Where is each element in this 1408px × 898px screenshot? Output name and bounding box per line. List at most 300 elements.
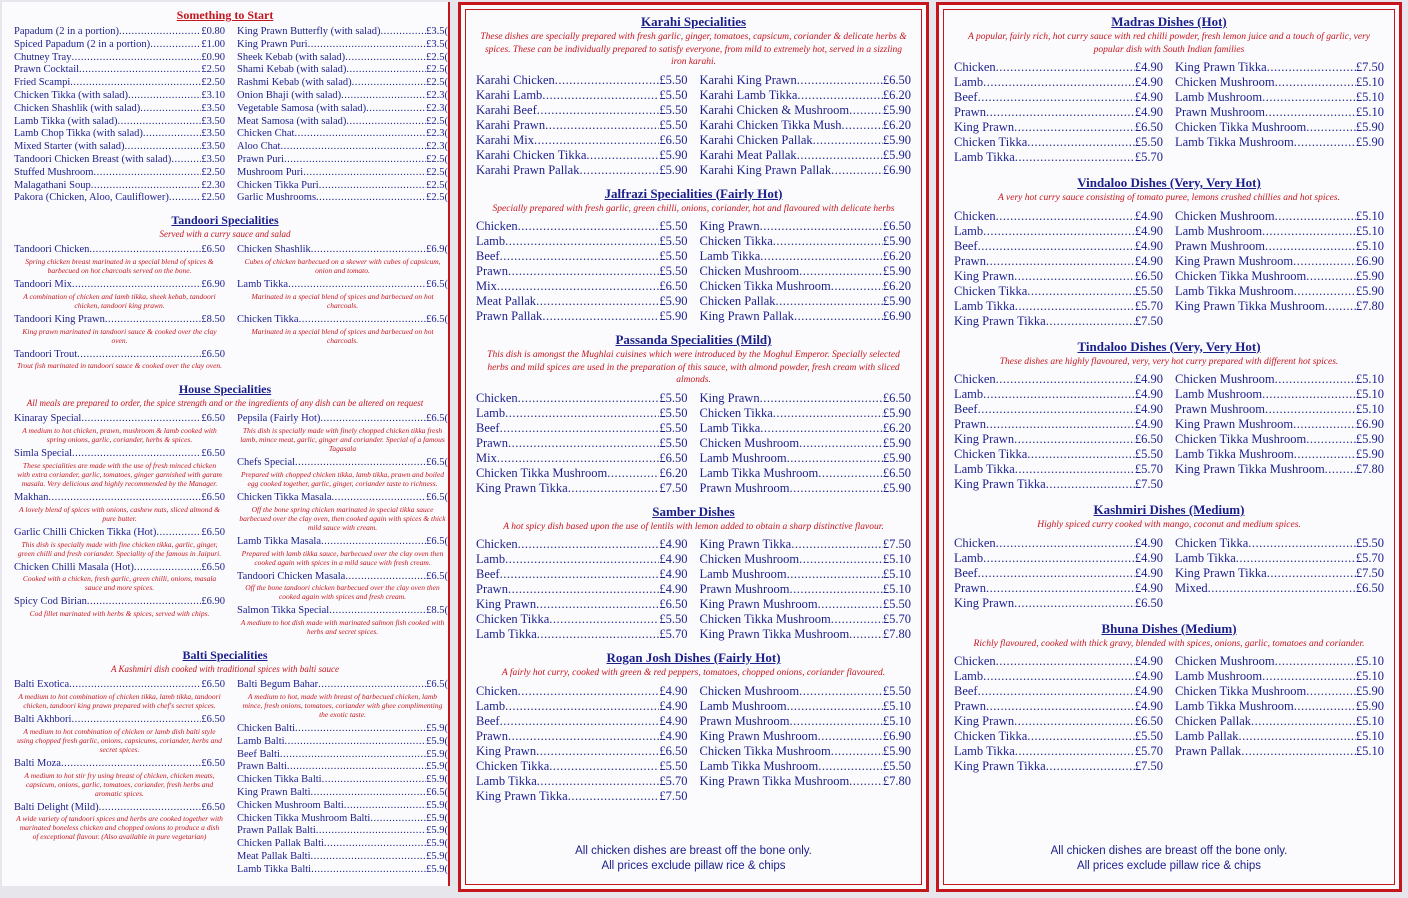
menu-item: [700, 759, 912, 774]
item-price: £3.5(: [426, 26, 448, 37]
item-price: £7.50: [1134, 313, 1163, 328]
leader-dots: [518, 391, 660, 406]
menu-section: [952, 14, 1386, 165]
item-name: Prawn Balti: [237, 761, 287, 773]
menu-item: [476, 294, 688, 309]
item-name: Prawn Pallak: [1175, 744, 1242, 758]
menu-item-block: [237, 605, 448, 636]
menu-item-block: [237, 761, 448, 774]
item-name: Prawn: [476, 264, 508, 278]
item-name: Prawn Mushroom: [699, 713, 790, 728]
item-price: £6.50: [201, 713, 225, 725]
item-name: Chefs Special: [237, 457, 296, 469]
item-columns: [2, 22, 448, 205]
item-price: £5.50: [659, 390, 688, 405]
leader-dots: [91, 180, 202, 193]
item-price: £3.10: [201, 89, 225, 101]
menu-item: [700, 729, 912, 744]
leader-dots: [996, 536, 1135, 551]
item-name: Prawn Cocktail: [14, 64, 80, 76]
leader-dots: [311, 787, 427, 800]
item-price: £6.50: [201, 244, 225, 256]
section-description: A fairly hot curry, cooked with green & red peppers, tomatoes, chopped onions, coriander flavoured.: [501, 668, 886, 678]
menu-item-block: [14, 349, 225, 371]
item-description: This dish is specially made with finely chopped chicken tikka fresh lamb, mince meat, garlic, ginger and coriander. Special of a famous Tagasala: [240, 426, 445, 454]
leader-dots: [831, 163, 883, 178]
item-price: £5.50: [659, 117, 688, 132]
menu-item-block: [237, 723, 448, 736]
leader-dots: [128, 90, 201, 103]
item-column-right: [700, 537, 912, 642]
leader-dots: [831, 612, 883, 627]
menu-item: [14, 26, 225, 39]
item-price: £7.80: [1355, 462, 1384, 476]
menu-item-block: [14, 279, 225, 310]
section-title: Balti Specialities: [182, 648, 268, 663]
leader-dots: [1251, 714, 1356, 729]
leader-dots: [842, 118, 883, 133]
leader-dots: [789, 714, 882, 729]
item-name: King Prawn: [476, 597, 537, 611]
section-description: Richly flavoured, cooked with thick gravy, blended with spices, onions, garlic, tomatoes and coriander.: [973, 638, 1365, 649]
item-name: Prawn: [954, 417, 986, 431]
menu-item: [954, 284, 1163, 299]
menu-item: [700, 309, 912, 324]
menu-section: [474, 504, 913, 643]
leader-dots: [48, 492, 201, 505]
leader-dots: [308, 39, 427, 52]
item-price: £6.50: [201, 348, 225, 360]
menu-item-block: [237, 838, 448, 851]
menu-item-block: [14, 527, 225, 558]
item-name: Prawn: [476, 728, 508, 743]
menu-item-block: [14, 802, 225, 842]
item-price: £2.3(: [426, 102, 448, 114]
menu-item: [954, 299, 1163, 314]
leader-dots: [69, 679, 201, 692]
item-name: Mixed: [1175, 580, 1208, 595]
menu-item: [237, 180, 448, 193]
item-name: Chicken Chilli Masala (Hot): [14, 561, 134, 573]
menu-section: [952, 621, 1386, 775]
menu-item-block: [14, 492, 225, 523]
item-column-right: [700, 73, 912, 178]
item-price: £5.10: [1355, 654, 1384, 668]
item-description: A combination of chicken and lamb tikka, sheek kebab, tandoori chicken, tandoori king prawn.: [23, 291, 216, 310]
item-name: Lamb Mushroom: [1175, 90, 1263, 104]
menu-item: [237, 52, 448, 65]
menu-item: [954, 269, 1163, 284]
menu-item: [954, 714, 1163, 729]
item-price: £5.50: [882, 683, 911, 698]
item-price: £5.9(: [426, 735, 448, 747]
item-name: Meat Samosa (with salad): [237, 115, 347, 127]
item-name: Chicken: [954, 372, 996, 386]
item-name: Chicken: [954, 654, 996, 668]
leader-dots: [321, 536, 426, 549]
item-name: Chicken Tikka: [1175, 535, 1249, 550]
item-name: Chicken Tikka Mushroom: [476, 465, 608, 480]
menu-item: [476, 729, 688, 744]
menu-item: [237, 413, 448, 426]
item-price: £2.5(: [426, 77, 448, 89]
item-description: A medium to hot combination of chicken tikka, lamb tikka, tandoori chicken, tandoori king prawn prepared with chef's secret spices.: [18, 691, 221, 710]
item-column-right: [1175, 654, 1384, 774]
item-price: £5.50: [1134, 135, 1163, 149]
menu-item: [954, 387, 1163, 402]
item-name: King Prawn Tikka Mushroom: [1175, 298, 1325, 313]
menu-item: [700, 567, 912, 582]
item-column-right: [700, 684, 912, 804]
item-price: £4.90: [1134, 565, 1163, 580]
leader-dots: [143, 128, 201, 141]
item-name: Chicken Tikka: [237, 313, 299, 325]
leader-dots: [61, 758, 201, 771]
menu-item: [14, 154, 225, 167]
item-price: £5.10: [1355, 90, 1384, 104]
leader-dots: [497, 279, 660, 294]
item-price: £4.90: [1134, 402, 1163, 416]
item-name: Sheek Kebab (with salad): [237, 51, 346, 63]
leader-dots: [986, 581, 1135, 596]
leader-dots: [799, 436, 883, 451]
menu-item: [1175, 744, 1384, 759]
item-name: Lamb Tikka: [476, 627, 537, 641]
item-description: Cubes of chicken barbecued on a skewer with cubes of capsicum, onion and tomato.: [244, 256, 441, 275]
item-price: £7.50: [1355, 60, 1384, 74]
menu-item: [1175, 372, 1384, 387]
leader-dots: [169, 192, 202, 205]
menu-item-block: [14, 448, 225, 488]
menu-item: [237, 90, 448, 103]
menu-item: [1175, 135, 1384, 150]
item-name: King Prawn Tikka: [1175, 565, 1267, 580]
item-price: £5.9(: [426, 812, 448, 824]
item-name: Lamb Tikka Mushroom: [1175, 699, 1294, 713]
menu-item-block: [237, 825, 448, 838]
leader-dots: [1262, 387, 1356, 402]
menu-item: [1175, 60, 1384, 75]
footer-line: All chicken dishes are breast off the bone only.: [575, 845, 812, 857]
menu-item: [1175, 254, 1384, 269]
menu-item: [476, 73, 688, 88]
menu-item: [700, 451, 912, 466]
item-name: Beef: [476, 713, 500, 728]
item-name: Tandoori Mix: [14, 278, 72, 290]
leader-dots: [1275, 372, 1356, 387]
item-price: £5.50: [659, 405, 688, 420]
leader-dots: [818, 729, 883, 744]
item-price: £7.50: [1134, 477, 1163, 491]
leader-dots: [156, 527, 201, 540]
leader-dots: [542, 309, 659, 324]
leader-dots: [760, 219, 883, 234]
menu-item: [700, 597, 912, 612]
item-price: £5.9(: [426, 799, 448, 811]
item-name: Malagathani Soup: [14, 179, 91, 191]
leader-dots: [978, 402, 1135, 417]
item-price: £5.50: [1134, 447, 1163, 461]
item-price: £6.50: [201, 757, 225, 769]
leader-dots: [366, 103, 426, 116]
leader-dots: [773, 406, 883, 421]
item-price: £6.5(: [426, 491, 448, 503]
item-name: King Prawn Tikka Mushroom: [699, 627, 850, 641]
item-name: Lamb Chop Tikka (with salad): [14, 128, 143, 140]
menu-item: [954, 209, 1163, 224]
menu-item-block: [237, 571, 448, 602]
menu-item: [1175, 684, 1384, 699]
section-tandoori: [2, 213, 448, 374]
menu-item: [237, 26, 448, 39]
menu-item: [700, 249, 912, 264]
item-name: Garlic Chilli Chicken Tikka (Hot): [14, 526, 157, 538]
leader-dots: [280, 749, 426, 762]
item-columns: [474, 537, 913, 642]
item-name: Prawn: [476, 582, 508, 596]
menu-item: [476, 451, 688, 466]
item-name: Lamb Tikka Mushroom: [1175, 135, 1294, 149]
item-price: £4.90: [1134, 223, 1163, 238]
leader-dots: [773, 234, 883, 249]
leader-dots: [1267, 566, 1356, 581]
item-name: Chicken Tikka Puri: [237, 179, 319, 191]
leader-dots: [1265, 105, 1356, 120]
section-house: [2, 382, 448, 640]
menu-item: [1175, 105, 1384, 120]
item-name: Chicken Tikka Mushroom: [1175, 684, 1307, 698]
leader-dots: [332, 492, 427, 505]
menu-item-block: [237, 774, 448, 787]
menu-item: [14, 413, 225, 426]
menu-item: [476, 627, 688, 642]
leader-dots: [978, 90, 1135, 105]
menu-item: [700, 481, 912, 496]
item-price: £2.50: [201, 64, 225, 76]
item-name: Lamb Tikka: [954, 744, 1015, 758]
menu-item: [1175, 654, 1384, 669]
leader-dots: [797, 88, 882, 103]
menu-item: [954, 402, 1163, 417]
leader-dots: [1248, 536, 1356, 551]
leader-dots: [72, 448, 201, 461]
item-name: Chicken Tikka: [699, 234, 773, 248]
leader-dots: [1275, 75, 1356, 90]
leader-dots: [125, 141, 202, 154]
item-name: Lamb Tikka: [699, 249, 761, 263]
item-name: Chicken Mushroom Balti: [237, 799, 344, 811]
item-column-right: [237, 413, 448, 640]
item-description: A medium to hot, made with breast of barbecued chicken, lamb mince, fresh onions, tomatoes, coriander with ghee complimenting the exotic taste.: [242, 691, 443, 719]
item-price: £5.70: [1355, 550, 1384, 565]
item-price: £5.70: [1134, 462, 1163, 476]
item-description: A medium to hot dish made with marinated salmon fish cooked with herbs and secret spices.: [240, 618, 445, 637]
leader-dots: [1014, 596, 1135, 611]
menu-item: [237, 838, 448, 851]
menu-item: [237, 457, 448, 470]
menu-item: [1175, 387, 1384, 402]
item-column-left: [14, 26, 225, 205]
item-price: £6.90: [201, 278, 225, 290]
menu-item-block: [14, 758, 225, 798]
item-price: £2.5(: [426, 192, 448, 204]
menu-item: [700, 552, 912, 567]
menu-item: [700, 73, 912, 88]
item-name: King Prawn: [954, 595, 1015, 610]
item-name: Chicken: [476, 390, 518, 405]
item-name: Chicken Chat: [237, 128, 295, 140]
item-name: Mixed Starter (with salad): [14, 141, 125, 153]
item-name: Lamb: [954, 669, 984, 683]
item-name: Chicken Tikka: [476, 612, 550, 626]
panel-footer: [466, 844, 921, 874]
item-name: Lamb Tikka: [237, 278, 289, 290]
item-name: Lamb Tikka Mushroom: [699, 758, 819, 773]
leader-dots: [87, 596, 201, 609]
panel-frame: [465, 9, 922, 885]
leader-dots: [1208, 581, 1356, 596]
menu-item: [700, 148, 912, 163]
item-name: Lamb Tikka Balti: [237, 863, 312, 875]
item-price: £5.90: [1355, 447, 1384, 461]
leader-dots: [536, 597, 659, 612]
item-name: Onion Bhaji (with salad): [237, 89, 342, 101]
section-title: Bhuna Dishes (Medium): [1101, 620, 1237, 636]
item-price: £7.50: [882, 537, 911, 551]
menu-item: [14, 562, 225, 575]
item-description: Cooked with a chicken, fresh garlic, green chilli, onions, masala sauce and more spices.: [22, 574, 217, 593]
item-price: £6.50: [882, 465, 911, 480]
item-name: Stuffed Mushroom: [14, 166, 94, 178]
item-price: £5.90: [882, 743, 911, 758]
menu-item-block: [237, 736, 448, 749]
item-price: £5.10: [1355, 238, 1384, 253]
item-description: Prepared with lamb tikka sauce, barbecued over the clay oven then cooked again with spices in a mild sauce with fresh cream.: [241, 548, 444, 567]
menu-item: [237, 39, 448, 52]
menu-item: [1175, 714, 1384, 729]
item-name: Aloo Chat: [237, 141, 281, 153]
item-name: Lamb Tikka: [1175, 550, 1236, 565]
sections: [474, 14, 913, 804]
menu-item: [476, 552, 688, 567]
item-name: Prawn: [476, 435, 508, 450]
leader-dots: [508, 264, 659, 279]
leader-dots: [794, 309, 883, 324]
leader-dots: [579, 163, 659, 178]
item-name: Chicken Mushroom: [699, 552, 800, 566]
footer-line: All chicken dishes are breast off the bone only.: [1050, 845, 1288, 857]
leader-dots: [983, 387, 1135, 402]
leader-dots: [1027, 284, 1135, 299]
menu-item-block: [237, 244, 448, 275]
menu-item: [954, 417, 1163, 432]
item-name: Mix: [476, 450, 497, 465]
item-price: £3.50: [201, 141, 225, 153]
item-name: Spiced Papadum (2 in a portion): [14, 38, 151, 50]
menu-item: [476, 391, 688, 406]
item-price: £2.3(: [426, 128, 448, 140]
leader-dots: [319, 180, 426, 193]
leader-dots: [311, 851, 427, 864]
item-price: £5.10: [1355, 729, 1384, 743]
item-price: £5.50: [659, 219, 688, 233]
item-name: Lamb Mushroom: [1175, 669, 1263, 683]
leader-dots: [518, 219, 660, 234]
item-name: Tandoori Chicken Masala: [237, 570, 346, 582]
item-price: £2.50: [201, 77, 225, 89]
leader-dots: [791, 537, 883, 552]
leader-dots: [1014, 432, 1135, 447]
leader-dots: [549, 759, 659, 774]
item-price: £5.70: [659, 627, 688, 641]
item-price: £4.90: [1134, 90, 1163, 104]
menu-item: [476, 219, 688, 234]
item-price: £3.5(: [426, 38, 448, 50]
item-name: Tandoori King Prawn: [14, 313, 105, 325]
menu-item: [476, 103, 688, 118]
item-name: King Prawn: [476, 743, 537, 758]
menu-item: [1175, 209, 1384, 224]
leader-dots: [797, 73, 883, 88]
menu-item: [954, 536, 1163, 551]
leader-dots: [140, 103, 201, 116]
leader-dots: [505, 406, 659, 421]
item-name: Pakora (Chicken, Aloo, Cauliflower): [14, 192, 169, 204]
item-price: £5.9(: [426, 722, 448, 734]
menu-item: [14, 52, 225, 65]
leader-dots: [497, 451, 660, 466]
leader-dots: [285, 736, 427, 749]
item-price: £6.5(: [426, 278, 448, 290]
leader-dots: [346, 64, 426, 77]
item-price: £0.90: [201, 51, 225, 63]
menu-section: [474, 14, 913, 178]
leader-dots: [1014, 120, 1135, 135]
menu-item: [700, 234, 912, 249]
leader-dots: [1262, 669, 1356, 684]
leader-dots: [787, 567, 883, 582]
menu-item: [700, 88, 912, 103]
item-name: Mix: [476, 279, 497, 293]
menu-item: [476, 234, 688, 249]
leader-dots: [1015, 462, 1135, 477]
menu-item: [700, 582, 912, 597]
menu-section: [952, 175, 1386, 329]
item-name: Chicken Tikka Mushroom: [1175, 432, 1307, 446]
leader-dots: [536, 294, 659, 309]
item-price: £2.50: [201, 166, 225, 178]
menu-item: [954, 477, 1163, 492]
menu-section: [474, 332, 913, 496]
item-price: £6.50: [659, 450, 688, 465]
item-price: £5.10: [882, 698, 911, 713]
menu-item: [700, 163, 912, 178]
menu-item: [237, 279, 448, 292]
item-description: King prawn marinated in tandoori sauce & cooked over the clay oven.: [22, 326, 217, 345]
section-title: Rogan Josh Dishes (Fairly Hot): [606, 650, 781, 665]
item-name: King Prawn Pallak: [699, 309, 794, 323]
menu-item: [476, 774, 688, 789]
section-title: Vindaloo Dishes (Very, Very Hot): [1077, 175, 1261, 190]
menu-item: [476, 582, 688, 597]
menu-item-block: [14, 244, 225, 275]
item-price: £5.50: [1355, 535, 1384, 550]
item-price: £3.50: [201, 128, 225, 140]
section-description: A very hot curry sauce consisting of tomato puree, lemons crushed chillies and hot spices.: [998, 193, 1340, 203]
leader-dots: [818, 597, 883, 612]
item-columns: [2, 413, 448, 640]
menu-item: [14, 314, 225, 327]
